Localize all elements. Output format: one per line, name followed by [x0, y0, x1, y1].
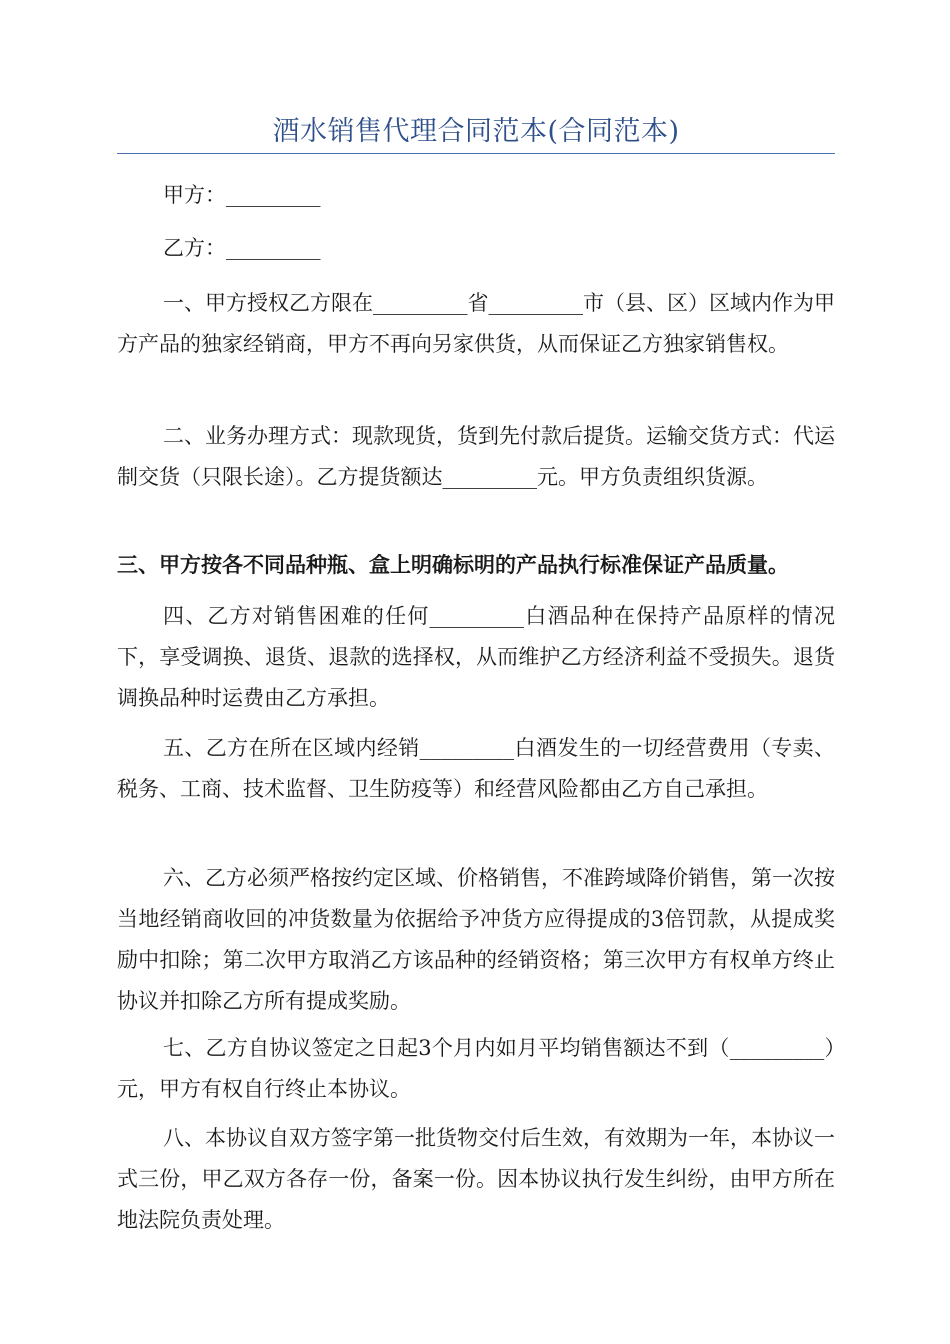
- document-title: 酒水销售代理合同范本(合同范本): [272, 116, 680, 147]
- clause-2: 二、业务办理方式：现款现货，货到先付款后提货。运输交货方式：代运制交货（只限长途）。乙方提货额达_________元。甲方负责组织货源。: [117, 424, 835, 489]
- clause-6: 六、乙方必须严格按约定区域、价格销售，不准跨域降价销售，第一次按当地经销商收回的冲货数量为依据给予冲货方应得提成的3倍罚款，从提成奖励中扣除；第二次甲方取消乙方该品种的经销资格；第三次甲方有权单方终止协议并扣除乙方所有提成奖励。: [117, 866, 835, 1013]
- title-underline: [117, 153, 835, 154]
- clause-1: 一、甲方授权乙方限在_________省_________市（县、区）区域内作为甲方产品的独家经销商，甲方不再向另家供货，从而保证乙方独家销售权。: [117, 291, 835, 356]
- party-b-line: 乙方：_________: [163, 236, 321, 260]
- party-a-line: 甲方：_________: [163, 183, 321, 207]
- clause-8: 八、本协议自双方签字第一批货物交付后生效，有效期为一年，本协议一式三份，甲乙双方各存一份，备案一份。因本协议执行发生纠纷，由甲方所在地法院负责处理。: [117, 1126, 835, 1232]
- clause-5: 五、乙方在所在区域内经销_________白酒发生的一切经营费用（专卖、税务、工商、技术监督、卫生防疫等）和经营风险都由乙方自己承担。: [117, 736, 835, 801]
- document-page: [117, 0, 835, 1344]
- clause-7: 七、乙方自协议签定之日起3个月内如月平均销售额达不到（_________）元，甲方有权自行终止本协议。: [117, 1036, 835, 1101]
- clause-4: 四、乙方对销售困难的任何_________白酒品种在保持产品原样的情况下，享受调换、退货、退款的选择权，从而维护乙方经济利益不受损失。退货调换品种时运费由乙方承担。: [117, 604, 835, 710]
- clause-3: 三、甲方按各不同品种瓶、盒上明确标明的产品执行标准保证产品质量。: [117, 552, 789, 577]
